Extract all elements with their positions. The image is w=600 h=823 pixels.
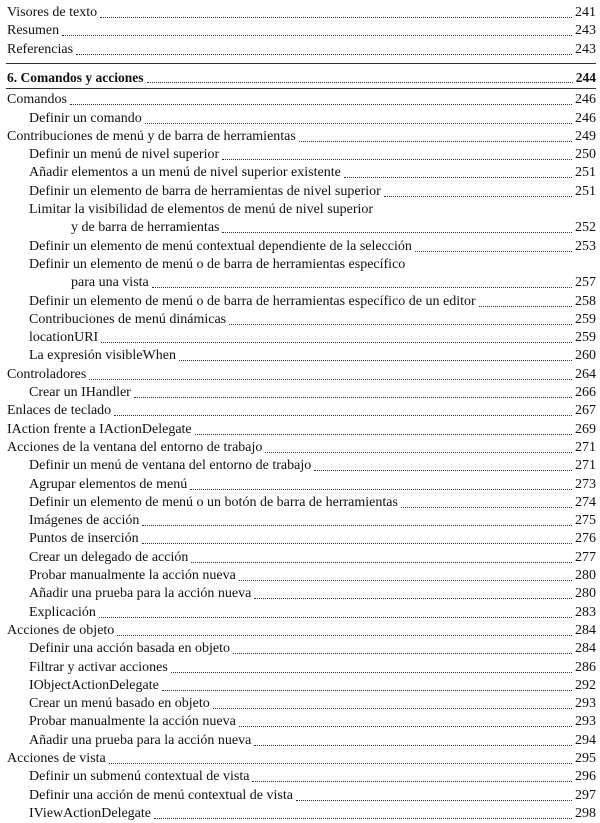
page-number: 283	[575, 604, 596, 620]
toc-entry-title: IAction frente a IActionDelegate	[7, 421, 192, 437]
toc-entry-title: Agrupar elementos de menú	[29, 476, 188, 492]
dot-leader	[179, 360, 572, 361]
page-number: 280	[575, 586, 596, 602]
toc-entry-title: Visores de texto	[7, 5, 98, 20]
chapter-heading[interactable]	[7, 69, 596, 87]
page-number: 284	[575, 622, 596, 638]
toc-entry-title: Definir un menú de nivel superior	[29, 147, 220, 163]
page-number: 271	[575, 458, 596, 474]
dot-leader	[213, 708, 572, 709]
toc-entry-title: Limitar la visibilidad de elementos de menú de nivel superior	[29, 202, 374, 217]
toc-entry-title: Definir un elemento de menú o un botón de barra de herramientas	[29, 494, 398, 510]
toc-entry-title: Acciones de la ventana del entorno de trabajo	[7, 439, 263, 455]
page-number: 266	[575, 385, 596, 400]
dot-leader	[142, 543, 572, 544]
dot-leader	[145, 123, 572, 124]
toc-entry[interactable]	[29, 787, 596, 805]
toc-entry-title: Contribuciones de menú dinámicas	[29, 311, 227, 327]
page-number: 271	[575, 439, 596, 455]
toc-entry-title: Probar manualmente la acción nueva	[29, 568, 236, 583]
dot-leader	[70, 104, 572, 105]
page-number: 260	[575, 348, 596, 364]
toc-entry[interactable]	[29, 585, 596, 603]
toc-entry[interactable]	[7, 421, 596, 439]
page-number: 298	[575, 805, 596, 821]
page-number: 293	[575, 714, 596, 730]
dot-leader	[344, 177, 572, 178]
dot-leader	[101, 342, 572, 343]
toc-entry[interactable]	[7, 439, 596, 457]
toc-entry[interactable]	[29, 110, 596, 128]
toc-entry[interactable]	[29, 530, 596, 548]
dot-leader	[152, 287, 572, 288]
page-number: 251	[575, 183, 596, 199]
toc-entry[interactable]	[29, 567, 596, 585]
dot-leader	[314, 470, 572, 471]
dot-leader	[142, 525, 572, 526]
dot-leader	[191, 562, 572, 563]
toc-entry-title: La expresión visibleWhen	[29, 348, 176, 364]
toc-entry-title-continuation: y de barra de herramientas	[71, 220, 220, 236]
toc-entry[interactable]	[29, 713, 596, 731]
toc-entry-title-continuation: para una vista	[71, 275, 149, 291]
toc-entry[interactable]	[29, 695, 596, 713]
toc-entry[interactable]	[29, 659, 596, 677]
dot-leader	[384, 196, 572, 197]
toc-entry[interactable]	[29, 238, 596, 256]
dot-leader	[171, 672, 572, 673]
toc-entry-title: locationURI	[29, 330, 99, 346]
toc-entry[interactable]	[29, 549, 596, 567]
dot-leader	[479, 306, 572, 307]
dot-leader	[299, 141, 572, 142]
toc-entry-title: Definir un elemento de menú o de barra de herramientas específico	[29, 256, 406, 272]
toc-entry-title: Definir una acción basada en objeto	[29, 641, 230, 657]
page-number: 297	[575, 787, 596, 803]
toc-entry[interactable]	[7, 128, 596, 146]
dot-leader	[239, 726, 572, 727]
page-number: 251	[575, 165, 596, 181]
dot-leader	[117, 635, 572, 636]
dot-leader	[100, 17, 572, 18]
page-number: 257	[575, 275, 596, 291]
toc-entry[interactable]	[29, 805, 596, 823]
dot-leader	[229, 324, 572, 325]
page-number: 252	[575, 220, 596, 236]
toc-entry[interactable]	[71, 274, 596, 292]
toc-entry-title: Acciones de objeto	[7, 622, 115, 638]
dot-leader	[114, 415, 572, 416]
dot-leader	[89, 379, 572, 380]
dot-leader	[296, 800, 572, 801]
page-number: 277	[575, 549, 596, 565]
page-number: 253	[575, 238, 596, 254]
page-number: 250	[575, 147, 596, 163]
page-number: 264	[575, 366, 596, 382]
toc-entry-title: Crear un menú basado en objeto	[29, 696, 210, 712]
divider	[6, 88, 596, 89]
toc-entry-title: Puntos de inserción	[29, 531, 139, 547]
page-number: 275	[575, 513, 596, 529]
dot-leader	[154, 818, 572, 819]
toc-entry-title: Definir un elemento de menú contextual dependiente de la selección	[29, 238, 412, 254]
toc-entry-title: Añadir elementos a un menú de nivel superior existente	[29, 165, 341, 181]
page-number: 280	[575, 568, 596, 583]
toc-entry-title: Definir una acción de menú contextual de vista	[29, 787, 293, 803]
page-number: 295	[575, 751, 596, 766]
page-number: 276	[575, 531, 596, 547]
toc-entry-title: Añadir una prueba para la acción nueva	[29, 586, 252, 602]
toc-entry[interactable]	[7, 22, 596, 40]
dot-leader	[99, 617, 572, 618]
page-number: 244	[575, 69, 596, 85]
toc-entry[interactable]	[29, 384, 596, 402]
dot-leader	[252, 781, 572, 782]
toc-entry-title: Acciones de vista	[7, 751, 106, 766]
toc-entry-title: Crear un delegado de acción	[29, 549, 189, 565]
toc-entry-title: IViewActionDelegate	[29, 805, 151, 821]
toc-entry[interactable]	[7, 4, 596, 22]
toc-entry[interactable]	[29, 604, 596, 622]
dot-leader	[62, 35, 572, 36]
dot-leader	[254, 598, 572, 599]
dot-leader	[190, 489, 572, 490]
dot-leader	[401, 507, 572, 508]
page-number: 246	[575, 110, 596, 126]
dot-leader	[195, 434, 572, 435]
toc-entry[interactable]	[7, 402, 596, 420]
toc-entry-title: Referencias	[7, 41, 74, 57]
page-number: 267	[575, 403, 596, 419]
dot-leader	[239, 580, 572, 581]
page-number: 269	[575, 421, 596, 437]
dot-leader	[109, 763, 572, 764]
toc-entry[interactable]	[29, 164, 596, 182]
toc-entry[interactable]	[29, 311, 596, 329]
toc-entry-title: Filtrar y activar acciones	[29, 659, 168, 675]
page-number: 249	[575, 128, 596, 144]
dot-leader	[222, 159, 572, 160]
toc-entry[interactable]	[29, 183, 596, 201]
toc-entry[interactable]	[29, 512, 596, 530]
dot-leader	[147, 82, 573, 83]
toc-entry[interactable]	[29, 457, 596, 475]
dot-leader	[162, 690, 572, 691]
toc-entry-title: Definir un elemento de barra de herramientas de nivel superior	[29, 183, 381, 199]
page-number: 296	[575, 769, 596, 785]
dot-leader	[233, 653, 572, 654]
toc-entry[interactable]	[29, 768, 596, 786]
dot-leader	[415, 251, 572, 252]
page-number: 241	[575, 5, 596, 20]
page-number: 243	[575, 41, 596, 57]
toc-entry-title: Definir un comando	[29, 110, 142, 126]
toc-entry-title: Comandos	[7, 92, 67, 108]
page-number: 243	[575, 23, 596, 39]
toc-entry-title: IObjectActionDelegate	[29, 677, 159, 693]
page-number: 259	[575, 311, 596, 327]
toc-entry-title: Contribuciones de menú y de barra de herramientas	[7, 128, 296, 144]
toc-entry-title: Probar manualmente la acción nueva	[29, 714, 236, 730]
toc-entry[interactable]	[71, 219, 596, 237]
toc-entry-title: Definir un submenú contextual de vista	[29, 769, 250, 785]
page-number: 258	[575, 293, 596, 309]
toc-entry-title: Definir un elemento de menú o de barra de herramientas específico de un editor	[29, 293, 476, 309]
toc-entry[interactable]	[29, 732, 596, 750]
toc-entry[interactable]	[7, 622, 596, 640]
toc-entry-title: Controladores	[7, 366, 87, 382]
page-number: 293	[575, 696, 596, 712]
toc-entry[interactable]	[29, 329, 596, 347]
toc-entry[interactable]	[29, 347, 596, 365]
dot-leader	[134, 397, 572, 398]
page-number: 273	[575, 476, 596, 492]
toc-entry-title: Imágenes de acción	[29, 513, 140, 529]
toc-entry[interactable]	[7, 750, 596, 768]
dot-leader	[265, 452, 572, 453]
page-number: 284	[575, 641, 596, 657]
dot-leader	[76, 54, 572, 55]
toc-entry-title: Resumen	[7, 23, 60, 39]
toc-entry-title: Añadir una prueba para la acción nueva	[29, 732, 252, 748]
page-number: 259	[575, 330, 596, 346]
toc-entry[interactable]	[7, 41, 596, 59]
toc-entry[interactable]	[29, 494, 596, 512]
page-number: 294	[575, 732, 596, 748]
dot-leader	[222, 232, 572, 233]
dot-leader	[254, 745, 572, 746]
page-number: 286	[575, 659, 596, 675]
toc-entry-title: Crear un IHandler	[29, 385, 131, 400]
toc-entry[interactable]	[29, 146, 596, 164]
page-number: 246	[575, 92, 596, 108]
page-number: 292	[575, 677, 596, 693]
toc-entry[interactable]	[29, 640, 596, 658]
toc-entry[interactable]	[29, 476, 596, 494]
toc-entry-title: 6. Comandos y acciones	[7, 69, 144, 85]
toc-entry[interactable]	[29, 677, 596, 695]
toc-entry-title: Explicación	[29, 604, 96, 620]
toc-entry[interactable]	[29, 293, 596, 311]
toc-entry[interactable]	[7, 366, 596, 384]
toc-entry-title: Definir un menú de ventana del entorno de trabajo	[29, 458, 312, 474]
divider	[6, 63, 596, 64]
page-number: 274	[575, 494, 596, 510]
toc-entry[interactable]	[7, 91, 596, 109]
toc-entry-title: Enlaces de teclado	[7, 403, 112, 419]
